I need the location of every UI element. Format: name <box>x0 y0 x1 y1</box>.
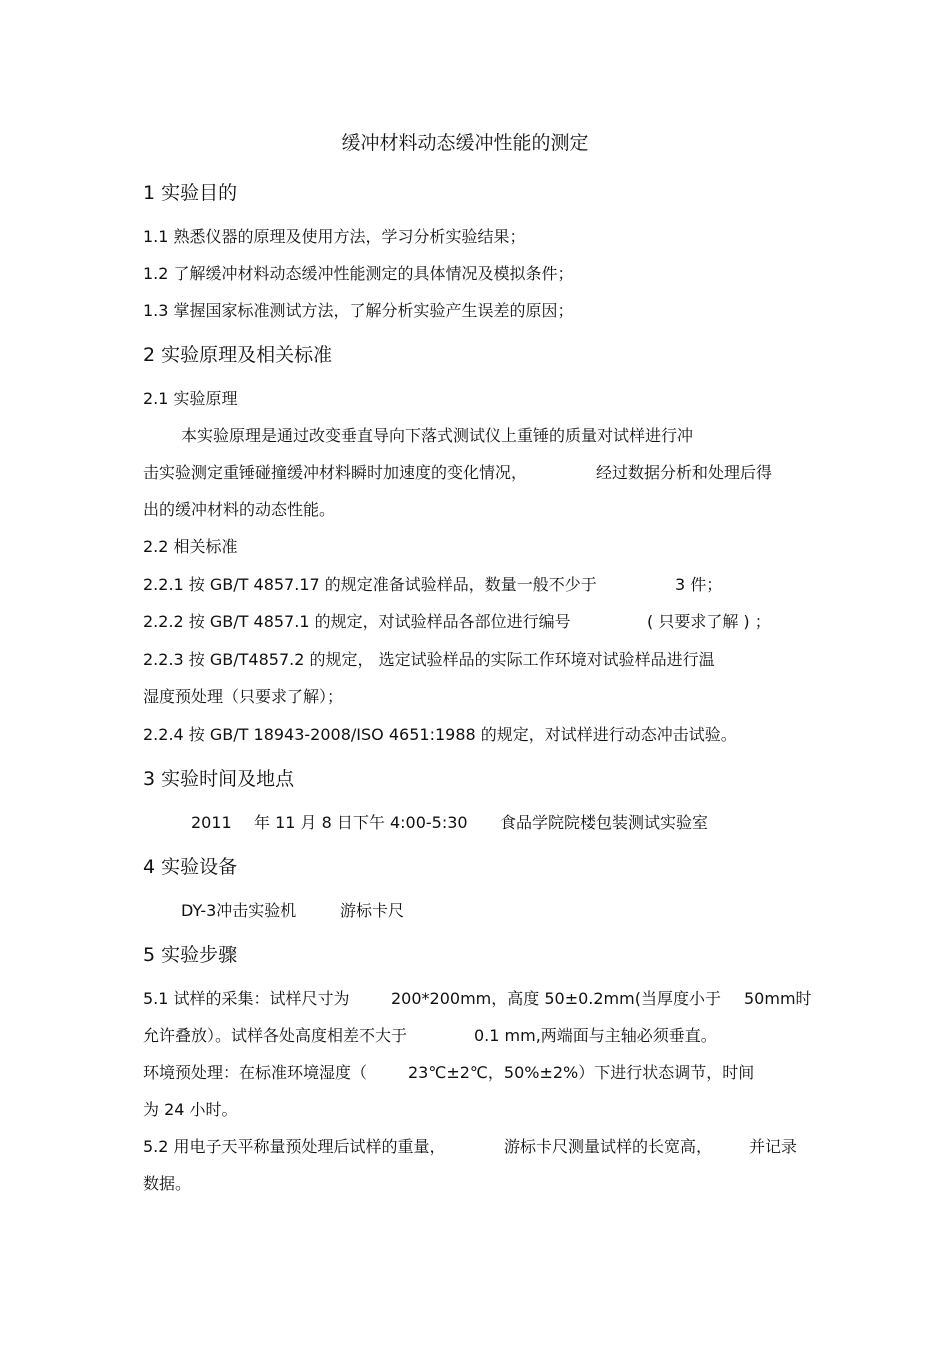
step-5-1-line-2a: 允许叠放）。试样各处高度相差不大于 <box>143 1026 408 1045</box>
section-2-heading: 2 实验原理及相关标准 <box>143 344 333 366</box>
experiment-location: 食品学院院楼包装测试实验室 <box>500 813 709 832</box>
preconditioning-line-1a: 环境预处理：在标准环境湿度（ <box>143 1063 368 1082</box>
section-2-1-heading: 2.1 实验原理 <box>143 389 238 408</box>
step-5-2-line-1b: 游标卡尺测量试样的长宽高， <box>504 1137 713 1156</box>
section-1-heading: 1 实验目的 <box>143 182 238 204</box>
standard-2-2-1-count: 3 件； <box>675 575 723 594</box>
equipment-impact-tester: DY-3冲击实验机 <box>181 901 297 920</box>
equipment-vernier-caliper: 游标卡尺 <box>340 901 405 920</box>
section-1-item-1: 1.1 熟悉仪器的原理及使用方法，学习分析实验结果； <box>143 227 526 246</box>
section-5-heading: 5 实验步骤 <box>143 944 238 966</box>
step-5-1-line-1c: 50mm时 <box>744 989 812 1008</box>
section-1-item-3: 1.3 掌握国家标准测试方法，了解分析实验产生误差的原因； <box>143 301 574 320</box>
principle-paragraph-line-1: 本实验原理是通过改变垂直导向下落式测试仪上重锤的质量对试样进行冲 <box>181 426 694 445</box>
standard-2-2-1: 2.2.1 按 GB/T 4857.17 的规定准备试验样品，数量一般不少于 <box>143 575 597 594</box>
step-5-2-line-1c: 并记录 <box>749 1137 798 1156</box>
principle-paragraph-line-2a: 击实验测定重锤碰撞缓冲材料瞬时加速度的变化情况， <box>143 463 528 482</box>
standard-2-2-4: 2.2.4 按 GB/T 18943-2008/ISO 4651:1988 的规定，对试样进行动态冲击试验。 <box>143 725 737 744</box>
section-1-item-2: 1.2 了解缓冲材料动态缓冲性能测定的具体情况及模拟条件； <box>143 264 574 283</box>
preconditioning-line-2: 为 24 小时。 <box>143 1100 238 1119</box>
step-5-2-line-2: 数据。 <box>143 1174 192 1193</box>
standard-2-2-2-note: ( 只要求了解 ) ； <box>647 612 771 631</box>
step-5-1-line-2b: 0.1 mm,两端面与主轴必须垂直。 <box>474 1026 717 1045</box>
experiment-date-time: 年 11 月 8 日下午 4:00-5:30 <box>254 813 468 832</box>
document-title: 缓冲材料动态缓冲性能的测定 <box>341 132 589 154</box>
step-5-1-line-1b: 200*200mm，高度 50±0.2mm(当厚度小于 <box>391 989 721 1008</box>
section-3-heading: 3 实验时间及地点 <box>143 768 295 790</box>
step-5-1-line-1a: 5.1 试样的采集：试样尺寸为 <box>143 989 350 1008</box>
step-5-2-line-1a: 5.2 用电子天平称量预处理后试样的重量， <box>143 1137 446 1156</box>
section-4-heading: 4 实验设备 <box>143 856 238 878</box>
section-2-2-heading: 2.2 相关标准 <box>143 537 238 556</box>
experiment-year: 2011 <box>191 813 232 832</box>
preconditioning-line-1b: 23℃±2℃，50%±2%）下进行状态调节，时间 <box>408 1063 755 1082</box>
standard-2-2-2: 2.2.2 按 GB/T 4857.1 的规定，对试验样品各部位进行编号 <box>143 612 571 631</box>
principle-paragraph-line-2b: 经过数据分析和处理后得 <box>596 463 773 482</box>
standard-2-2-3: 2.2.3 按 GB/T4857.2 的规定， 选定试验样品的实际工作环境对试验样品进行温 <box>143 650 715 669</box>
standard-2-2-3-cont: 湿度预处理（只要求了解）； <box>143 687 344 706</box>
principle-paragraph-line-3: 出的缓冲材料的动态性能。 <box>143 500 336 519</box>
